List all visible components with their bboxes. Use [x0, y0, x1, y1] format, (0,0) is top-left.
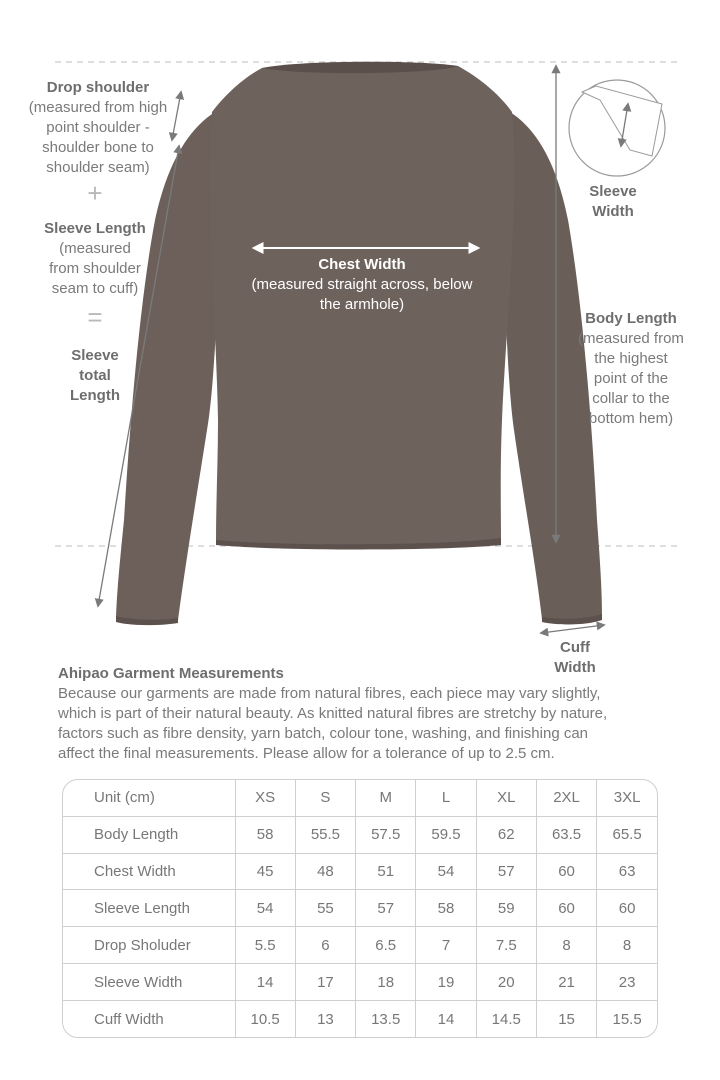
size-table	[62, 779, 658, 1038]
sweater-image	[116, 62, 602, 625]
table-row	[63, 816, 657, 853]
table-cell: 18	[356, 964, 416, 1001]
sleeve-total-line: Sleeve	[71, 347, 119, 364]
table-cell: 19	[416, 964, 476, 1001]
table-cell: 59.5	[416, 816, 476, 853]
sleeve-length-title: Sleeve Length	[44, 220, 146, 237]
table-row	[63, 964, 657, 1001]
body-length-desc-line: collar to the	[592, 390, 670, 407]
table-cell: 58	[416, 890, 476, 927]
table-cell: 54	[235, 890, 295, 927]
table-cell: Sleeve Width	[63, 964, 235, 1001]
table-cell: 57	[476, 853, 536, 890]
drop-shoulder-label	[18, 78, 178, 178]
table-cell: 17	[295, 964, 355, 1001]
sleeve-length-desc-line: (measured	[59, 240, 131, 257]
header-cell: M	[356, 780, 416, 816]
table-cell: 6	[295, 927, 355, 964]
cuff-width-arrow	[541, 625, 604, 633]
sleeve-width-label	[578, 182, 648, 222]
table-cell: 14	[416, 1001, 476, 1037]
table-cell: 51	[356, 853, 416, 890]
header-cell: S	[295, 780, 355, 816]
table-row	[63, 890, 657, 927]
table-cell: 13	[295, 1001, 355, 1037]
table-cell: 57.5	[356, 816, 416, 853]
measurement-info	[58, 664, 668, 764]
header-cell: Unit (cm)	[63, 780, 235, 816]
table-cell: 59	[476, 890, 536, 927]
table-cell: 7.5	[476, 927, 536, 964]
table-cell: 10.5	[235, 1001, 295, 1037]
table-cell: 15	[536, 1001, 596, 1037]
table-cell: 54	[416, 853, 476, 890]
table-cell: 65.5	[597, 816, 657, 853]
body-length-desc-line: point of the	[593, 370, 669, 387]
header-cell: 2XL	[536, 780, 596, 816]
table-cell: 6.5	[356, 927, 416, 964]
body-length-desc-line: bottom hem)	[588, 410, 674, 427]
drop-shoulder-desc-line: (measured from high	[28, 99, 168, 116]
info-text-line: which is part of their natural beauty. As knitted natural fibres are stretchy by nature,	[58, 705, 608, 722]
table-cell: 48	[295, 853, 355, 890]
chest-width-title: Chest Width	[318, 256, 406, 273]
table-cell: 60	[597, 890, 657, 927]
table-cell: 63	[597, 853, 657, 890]
info-text-line: Because our garments are made from natural fibres, each piece may vary slightly,	[58, 685, 601, 702]
info-text-line: factors such as fibre density, yarn batch, colour tone, washing, and finishing can	[58, 725, 589, 742]
table-cell: 5.5	[235, 927, 295, 964]
table-cell: Drop Sholuder	[63, 927, 235, 964]
table-header-row	[63, 780, 657, 816]
table-cell: 15.5	[597, 1001, 657, 1037]
chest-width-desc-line: (measured straight across, below	[251, 276, 473, 293]
table-cell: 58	[235, 816, 295, 853]
table-cell: 62	[476, 816, 536, 853]
chest-width-desc-line: the armhole)	[319, 296, 405, 313]
chest-width-label	[232, 255, 492, 315]
sleeve-length-desc-line: from shoulder	[49, 260, 141, 277]
table-cell: 14	[235, 964, 295, 1001]
table-cell: 20	[476, 964, 536, 1001]
drop-shoulder-desc-line: point shoulder -	[46, 119, 150, 136]
table-cell: 21	[536, 964, 596, 1001]
table-cell: 63.5	[536, 816, 596, 853]
table-cell: Chest Width	[63, 853, 235, 890]
sleeve-length-desc-line: seam to cuff)	[51, 280, 139, 297]
table-cell: Sleeve Length	[63, 890, 235, 927]
sleeve-width-inset	[569, 80, 665, 176]
table-cell: 45	[235, 853, 295, 890]
table-cell: 13.5	[356, 1001, 416, 1037]
info-text-line: affect the final measurements. Please allow for a tolerance of up to 2.5 cm.	[58, 745, 555, 762]
table-cell: 8	[597, 927, 657, 964]
sleeve-total-line: total	[79, 367, 111, 384]
drop-shoulder-desc-line: shoulder bone to	[42, 139, 154, 156]
table-cell: 7	[416, 927, 476, 964]
header-cell: 3XL	[597, 780, 657, 816]
body-length-desc-line: the highest	[594, 350, 668, 367]
table-cell: Body Length	[63, 816, 235, 853]
table-row	[63, 853, 657, 890]
cuff-width-line: Width	[554, 659, 596, 676]
sleeve-total-length-label	[45, 346, 145, 406]
sleeve-total-line: Length	[70, 387, 120, 404]
header-cell: XL	[476, 780, 536, 816]
drop-shoulder-title: Drop shoulder	[46, 79, 150, 96]
plus-symbol: +	[87, 178, 103, 208]
drop-shoulder-desc-line: shoulder seam)	[46, 159, 150, 176]
cuff-width-line: Cuff	[560, 639, 590, 656]
sleeve-width-line: Sleeve	[589, 183, 637, 200]
sleeve-length-label	[25, 219, 165, 299]
body-length-title: Body Length	[585, 310, 677, 327]
table-cell: 55	[295, 890, 355, 927]
table-row	[63, 927, 657, 964]
table-cell: Cuff Width	[63, 1001, 235, 1037]
body-length-desc-line: (measured from	[578, 330, 684, 347]
table-cell: 60	[536, 853, 596, 890]
table-cell: 57	[356, 890, 416, 927]
table-cell: 23	[597, 964, 657, 1001]
sleeve-width-line: Width	[592, 203, 634, 220]
table-row	[63, 1001, 657, 1037]
table-cell: 14.5	[476, 1001, 536, 1037]
table-cell: 8	[536, 927, 596, 964]
body-length-label	[566, 309, 696, 429]
equals-symbol: =	[87, 302, 103, 332]
info-title: Ahipao Garment Measurements	[58, 665, 284, 682]
header-cell: XS	[235, 780, 295, 816]
table-cell: 55.5	[295, 816, 355, 853]
table-cell: 60	[536, 890, 596, 927]
header-cell: L	[416, 780, 476, 816]
